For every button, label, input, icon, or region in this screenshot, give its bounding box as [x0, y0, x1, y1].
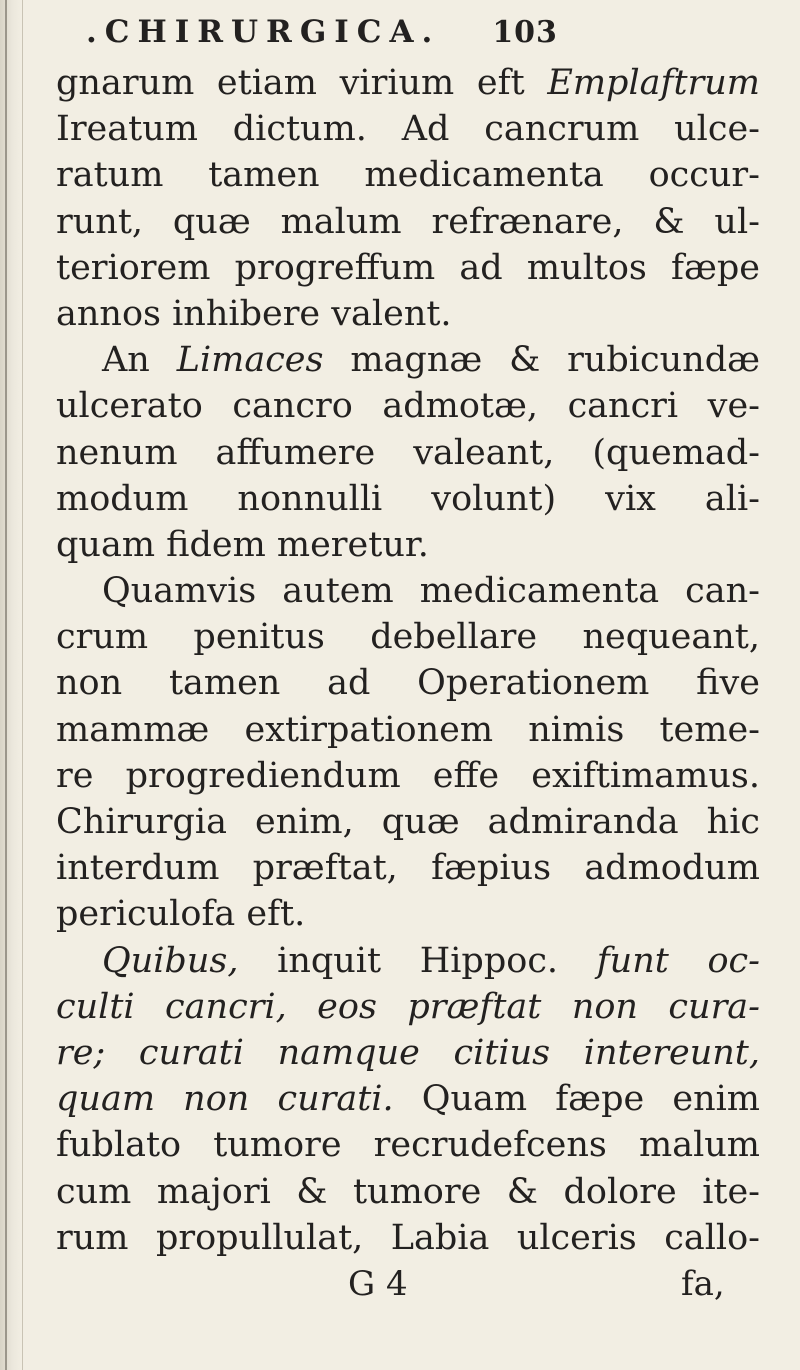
text-segment: rum propullulat, Labia ulceris callo- — [56, 1217, 760, 1258]
italic-quote: Quibus, — [102, 940, 239, 981]
text-segment: gnarum etiam virium eft — [56, 63, 525, 103]
page-number: 103 — [492, 15, 558, 50]
text-segment: cum majori & tumore & dolore ite- — [56, 1171, 760, 1212]
text-segment: magnæ & rubicundæ — [350, 340, 760, 381]
text-line — [56, 938, 760, 984]
binding-edge-line — [5, 0, 7, 1370]
text-line — [56, 1215, 760, 1261]
text-line — [56, 614, 760, 660]
text-line — [56, 799, 760, 845]
text-segment: mammæ extirpationem nimis teme- — [56, 709, 760, 750]
text-line — [56, 1122, 760, 1168]
text-line — [56, 383, 760, 429]
italic-quote: funt oc- — [596, 940, 760, 981]
text-segment: ulcerato cancro admotæ, cancri ve- — [56, 386, 760, 427]
italic-term: Emplaftrum — [547, 63, 760, 103]
text-line — [56, 891, 760, 937]
text-line — [56, 291, 760, 337]
text-line — [56, 430, 760, 476]
text-segment: runt, quæ malum refrænare, & ul- — [56, 201, 760, 242]
page-footer — [56, 1261, 760, 1307]
text-segment: modum nonnulli volunt) vix ali- — [56, 478, 760, 519]
text-segment: nenum affumere valeant, (quemad- — [56, 432, 760, 473]
text-segment: quam fidem meretur. — [56, 524, 429, 565]
text-line — [56, 245, 760, 291]
text-line — [56, 1030, 760, 1076]
italic-quote: re; curati namque citius intereunt, — [56, 1032, 760, 1073]
text-line — [56, 199, 760, 245]
text-line — [56, 753, 760, 799]
running-title: .CHIRURGICA. — [86, 14, 441, 50]
text-segment: annos inhibere valent. — [56, 293, 452, 334]
signature-mark: G 4 — [348, 1263, 408, 1304]
text-segment: ratum tamen medicamenta occur- — [56, 155, 760, 196]
text-line — [56, 1169, 760, 1215]
text-line — [56, 707, 760, 753]
italic-quote: quam non curati. — [56, 1079, 394, 1120]
text-line — [56, 106, 760, 152]
text-line — [56, 845, 760, 891]
text-segment: teriorem progreffum ad multos fæpe — [56, 247, 760, 288]
text-segment: fublato tumore recrudefcens malum — [56, 1125, 760, 1166]
text-segment: An — [102, 340, 150, 381]
binding-gutter — [0, 0, 23, 1370]
text-line — [56, 60, 760, 106]
italic-term: Limaces — [176, 340, 324, 381]
text-line — [56, 522, 760, 568]
text-line — [56, 152, 760, 198]
italic-quote: culti cancri, eos præftat non cura- — [56, 986, 760, 1027]
book-page — [56, 14, 796, 1307]
text-segment: non tamen ad Operationem five — [56, 663, 760, 704]
text-line — [56, 984, 760, 1030]
text-segment: interdum præftat, fæpius admodum — [56, 848, 760, 889]
text-segment: periculofa eft. — [56, 894, 306, 935]
text-segment: Quam fæpe enim — [421, 1079, 760, 1120]
text-segment: Quamvis autem medicamenta can- — [102, 571, 760, 612]
text-line — [56, 660, 760, 706]
body-text — [56, 60, 796, 1307]
text-segment: Chirurgia enim, quæ admiranda hic — [56, 802, 760, 842]
text-line — [56, 568, 760, 614]
text-segment: Ireatum dictum. Ad cancrum ulce- — [56, 109, 760, 150]
text-segment: inquit Hippoc. — [277, 940, 559, 981]
catchword: fa, — [681, 1263, 725, 1304]
text-segment: crum penitus debellare nequeant, — [56, 617, 760, 658]
text-line — [56, 476, 760, 522]
text-line — [56, 1076, 760, 1122]
running-head — [86, 14, 796, 54]
text-line — [56, 337, 760, 383]
text-segment: re progrediendum effe exiftimamus. — [56, 755, 760, 796]
